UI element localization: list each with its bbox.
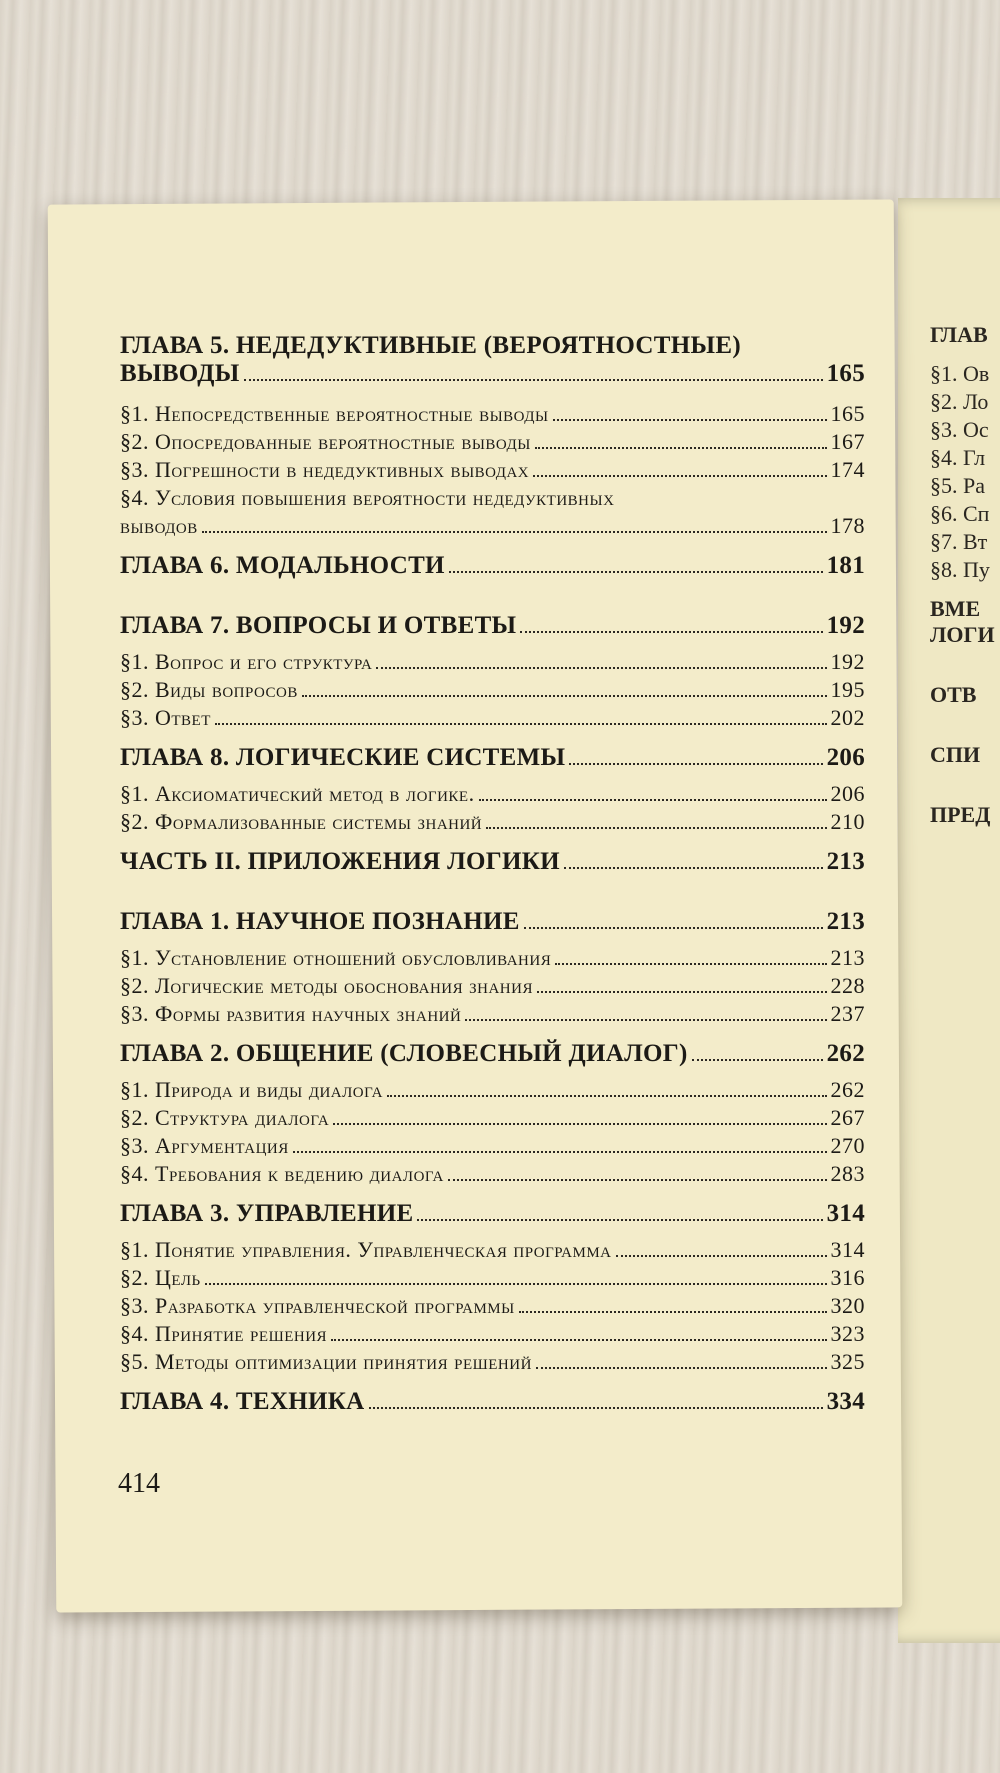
toc-chapter: ГЛАВА 1. НАУЧНОЕ ПОЗНАНИЕ 213 bbox=[120, 908, 865, 935]
toc-section: §2. Логические методы обоснования знания 228 bbox=[120, 973, 865, 998]
toc-section: §1. Природа и виды диалога 262 bbox=[120, 1077, 865, 1102]
toc-chapter: ГЛАВА 2. ОБЩЕНИЕ (СЛОВЕСНЫЙ ДИАЛОГ) 262 bbox=[120, 1040, 865, 1067]
toc-chapter-title-line1: ГЛАВА 5. НЕДЕДУКТИВНЫЕ (ВЕРОЯТНОСТНЫЕ) bbox=[120, 332, 741, 359]
toc-page: 165 bbox=[826, 360, 865, 387]
toc-section: §3. Разработка управленческой программы 320 bbox=[120, 1293, 865, 1318]
toc-section: §3. Ответ 202 bbox=[120, 705, 865, 730]
toc-part: ЧАСТЬ II. ПРИЛОЖЕНИЯ ЛОГИКИ 213 bbox=[120, 848, 865, 875]
toc-section: §2. Цель 316 bbox=[120, 1265, 865, 1290]
toc-chapter: ГЛАВА 6. МОДАЛЬНОСТИ 181 bbox=[120, 552, 865, 579]
page-number: 414 bbox=[118, 1468, 160, 1499]
toc-section: §1. Понятие управления. Управленческая программа 314 bbox=[120, 1237, 865, 1262]
toc-chapter-title-line2: ВЫВОДЫ bbox=[120, 360, 240, 387]
toc-section: §2. Виды вопросов 195 bbox=[120, 677, 865, 702]
toc-section: §1. Установление отношений обусловливания 213 bbox=[120, 945, 865, 970]
toc-section: §4. Условия повышения вероятности недедуктивных выводов 178 bbox=[120, 485, 865, 538]
toc-section: §3. Погрешности в недедуктивных выводах 174 bbox=[120, 457, 865, 482]
toc-chapter: ГЛАВА 8. ЛОГИЧЕСКИЕ СИСТЕМЫ 206 bbox=[120, 744, 865, 771]
toc-section: §1. Непосредственные вероятностные выводы 165 bbox=[120, 401, 865, 426]
toc-section: §4. Принятие решения 323 bbox=[120, 1321, 865, 1346]
toc-chapter: ГЛАВА 3. УПРАВЛЕНИЕ 314 bbox=[120, 1200, 865, 1227]
toc-section: §2. Структура диалога 267 bbox=[120, 1105, 865, 1130]
toc-chapter bbox=[120, 332, 865, 388]
right-page-fragment: ГЛАВ §1. Ов §2. Ло §3. Ос §4. Гл §5. Ра §6. Сп §7. Вт §8. Пу ВМЕ ЛОГИ ОТВ СПИ ПРЕД bbox=[930, 322, 995, 827]
toc-section: §1. Вопрос и его структура 192 bbox=[120, 649, 865, 674]
toc-chapter: ГЛАВА 7. ВОПРОСЫ И ОТВЕТЫ 192 bbox=[120, 612, 865, 639]
toc-chapter: ГЛАВА 4. ТЕХНИКА 334 bbox=[120, 1388, 865, 1415]
table-of-contents bbox=[120, 332, 865, 1416]
toc-section: §5. Методы оптимизации принятия решений 325 bbox=[120, 1349, 865, 1374]
leader-dots bbox=[244, 379, 823, 381]
toc-section: §1. Аксиоматический метод в логике. 206 bbox=[120, 781, 865, 806]
toc-section: §4. Требования к ведению диалога 283 bbox=[120, 1161, 865, 1186]
toc-section: §2. Формализованные системы знаний 210 bbox=[120, 809, 865, 834]
toc-section: §2. Опосредованные вероятностные выводы 167 bbox=[120, 429, 865, 454]
toc-section: §3. Аргументация 270 bbox=[120, 1133, 865, 1158]
toc-section: §3. Формы развития научных знаний 237 bbox=[120, 1001, 865, 1026]
